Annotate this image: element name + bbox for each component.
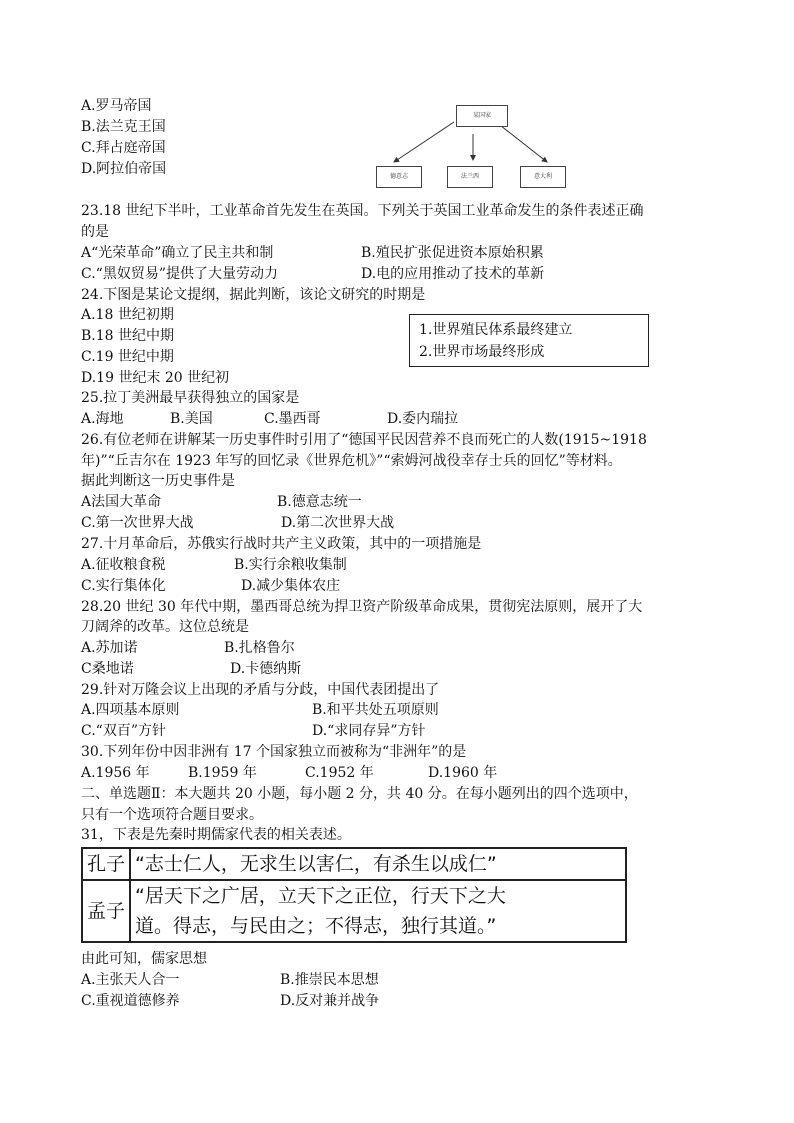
quote-line: “志士仁人，无求生以害仁，有杀生以成仁” — [135, 853, 497, 875]
q25-option-c: C.墨西哥 — [264, 411, 321, 427]
q23-stem: 23.18 世纪下半叶，工业革命首先发生在英国。下列关于英国工业革命发生的条件表述正确 — [81, 203, 644, 219]
q28-option-d: D.卡德纳斯 — [230, 661, 302, 677]
q30-option-c: C.1952 年 — [305, 765, 374, 781]
q24-option-b: B.18 世纪中期 — [81, 328, 175, 344]
q31-option-b: B.推崇民本思想 — [280, 972, 379, 988]
q23-option-c: C.“黑奴贸易”提供了大量劳动力 — [81, 266, 278, 282]
quote-line: 道。得志，与民由之；不得志，独行其道。” — [135, 915, 497, 937]
outline-item: 1.世界殖民体系最终建立 — [419, 322, 573, 338]
diagram-box-germany: 德意志 — [376, 166, 422, 188]
q31-quote-table — [81, 847, 627, 943]
q27-option-d: D.减少集体农庄 — [241, 578, 341, 594]
q28-option-a: A.苏加诺 — [81, 640, 138, 656]
q23-stem-cont: 的是 — [81, 224, 109, 240]
table-cell-name: 孔子 — [82, 848, 130, 880]
q22-option-d: D.阿拉伯帝国 — [81, 161, 167, 177]
table-cell-quote — [130, 848, 626, 880]
q24-outline-box — [409, 314, 649, 367]
q27-option-a: A.征收粮食税 — [81, 557, 166, 573]
q25-option-b: B.美国 — [170, 411, 213, 427]
diagram-box-italy: 意大利 — [520, 166, 566, 188]
q31-option-a: A.主张天人合一 — [81, 972, 180, 988]
q28-stem: 28.20 世纪 30 年代中期，墨西哥总统为捍卫资产阶级革命成果，贯彻宪法原则，展开了大 — [81, 599, 643, 615]
q22-option-c: C.拜占庭帝国 — [81, 140, 166, 156]
q29-option-d: D.“求同存异”方针 — [312, 723, 426, 739]
q23-option-d: D.电的应用推动了技术的革新 — [361, 266, 545, 282]
q24-stem: 24.下图是某论文提纲，据此判断，该论文研究的时期是 — [81, 287, 426, 303]
q26-option-b: B.德意志统一 — [277, 494, 362, 510]
q23-option-a: A“光荣革命”确立了民主共和制 — [81, 245, 274, 261]
q29-option-b: B.和平共处五项原则 — [312, 702, 439, 718]
q28-option-b: B.扎格鲁尔 — [224, 640, 295, 656]
q25-option-a: A.海地 — [81, 411, 124, 427]
table-cell-quote — [130, 880, 626, 942]
q24-option-a: A.18 世纪初期 — [81, 307, 174, 323]
diagram-box-france: 法兰西 — [447, 166, 493, 188]
q25-stem: 25.拉丁美洲最早获得独立的国家是 — [81, 390, 300, 406]
q28-stem-cont: 刀阔斧的改革。这位总统是 — [81, 619, 249, 635]
section-2-heading-cont: 只有一个选项符合题目要求。 — [81, 807, 263, 823]
q31-option-c: C.重视道德修养 — [81, 993, 180, 1009]
q29-option-c: C.“双百”方针 — [81, 723, 166, 739]
q22-option-b: B.法兰克王国 — [81, 119, 166, 135]
q30-option-d: D.1960 年 — [428, 765, 498, 781]
q23-option-b: B.殖民扩张促进资本原始积累 — [361, 245, 544, 261]
q25-option-d: D.委内瑞拉 — [387, 411, 459, 427]
q30-stem: 30.下列年份中因非洲有 17 个国家独立而被称为“非洲年”的是 — [81, 744, 467, 760]
table-row — [82, 880, 626, 942]
q26-stem-cont: 年)”“丘吉尔在 1923 年写的回忆录《世界危机》”“索姆河战役幸存士兵的回忆”等材料。 — [81, 453, 622, 469]
quote-line: “居天下之广居，立天下之正位，行天下之大 — [135, 885, 506, 907]
q24-option-d: D.19 世纪末 20 世纪初 — [81, 370, 230, 386]
q26-option-d: D.第二次世界大战 — [281, 515, 395, 531]
q28-option-c: C桑地诺 — [81, 661, 134, 677]
q30-option-a: A.1956 年 — [81, 765, 150, 781]
section-2-heading: 二、单选题Ⅱ：本大题共 20 小题，每小题 2 分，共 40 分。在每小题列出的四个选项中， — [81, 786, 638, 802]
q29-stem: 29.针对万隆会议上出现的矛盾与分歧，中国代表团提出了 — [81, 682, 440, 698]
q22-diagram — [372, 100, 572, 192]
q27-option-c: C.实行集体化 — [81, 578, 166, 594]
q24-option-c: C.19 世纪中期 — [81, 349, 174, 365]
outline-item: 2.世界市场最终形成 — [419, 344, 545, 360]
q26-option-a: A法国大革命 — [81, 494, 162, 510]
table-cell-name: 孟子 — [82, 880, 130, 942]
q31-stem: 31，下表是先秦时期儒家代表的相关表述。 — [81, 827, 351, 843]
q26-stem: 26.有位老师在讲解某一历史事件时引用了“德国平民因营养不良而死亡的人数(1915~1918 — [81, 432, 647, 448]
q30-option-b: B.1959 年 — [188, 765, 257, 781]
q29-option-a: A.四项基本原则 — [81, 702, 180, 718]
q26-option-c: C.第一次世界大战 — [81, 515, 194, 531]
q27-stem: 27.十月革命后，苏俄实行战时共产主义政策，其中的一项措施是 — [81, 536, 482, 552]
q31-lead: 由此可知，儒家思想 — [81, 951, 207, 967]
diagram-box-country: 某国家 — [456, 105, 508, 127]
q31-option-d: D.反对兼并战争 — [280, 993, 380, 1009]
table-row — [82, 848, 626, 880]
q27-option-b: B.实行余粮收集制 — [234, 557, 347, 573]
q26-stem-cont2: 据此判断这一历史事件是 — [81, 473, 235, 489]
q22-option-a: A.罗马帝国 — [81, 98, 152, 114]
